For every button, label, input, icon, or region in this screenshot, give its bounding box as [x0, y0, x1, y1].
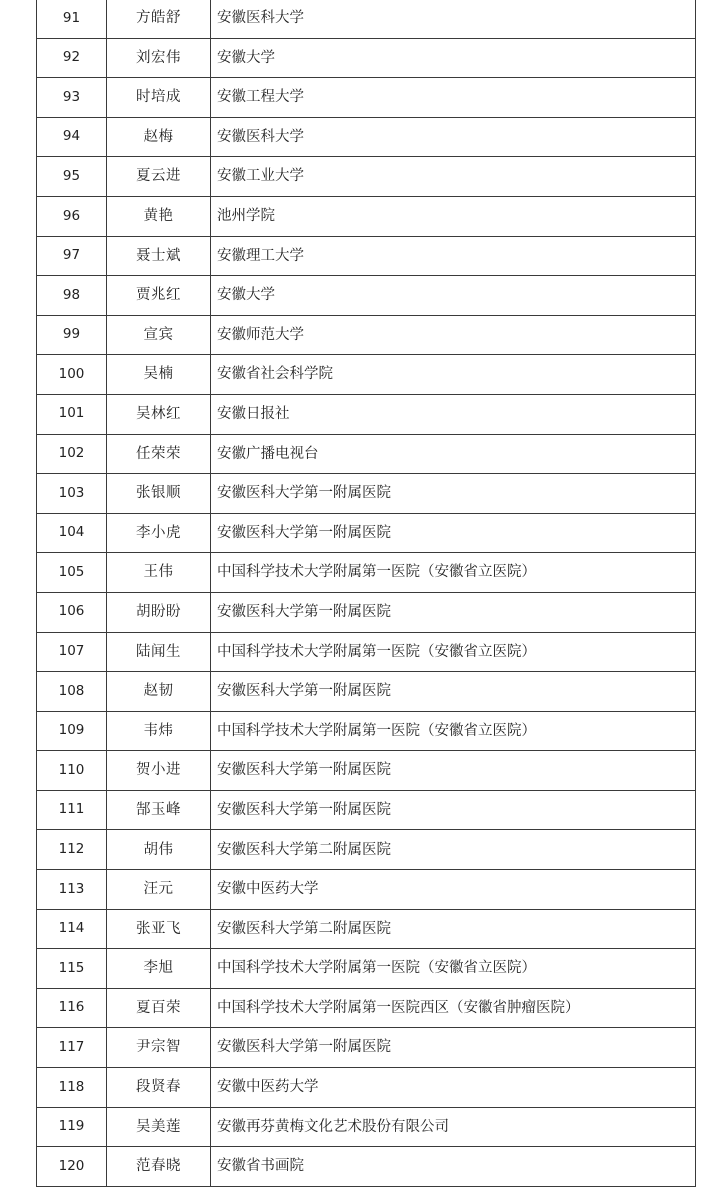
- row-number: 120: [37, 1147, 107, 1187]
- person-name: 吴楠: [107, 355, 211, 395]
- row-number: 113: [37, 870, 107, 910]
- row-number: 110: [37, 751, 107, 791]
- table-row: [37, 1147, 696, 1187]
- organization: 安徽广播电视台: [211, 434, 696, 474]
- table-row: [37, 474, 696, 514]
- row-number: 114: [37, 909, 107, 949]
- row-number: 116: [37, 988, 107, 1028]
- person-name: 聂士斌: [107, 236, 211, 276]
- person-name: 张亚飞: [107, 909, 211, 949]
- table-row: [37, 434, 696, 474]
- roster-table: [36, 0, 696, 1187]
- table-row: [37, 870, 696, 910]
- organization: 安徽大学: [211, 276, 696, 316]
- table-row: [37, 553, 696, 593]
- organization: 安徽医科大学第一附属医院: [211, 790, 696, 830]
- person-name: 郜玉峰: [107, 790, 211, 830]
- organization: 安徽医科大学第一附属医院: [211, 513, 696, 553]
- person-name: 吴林红: [107, 394, 211, 434]
- row-number: 108: [37, 672, 107, 712]
- table-row: [37, 1028, 696, 1068]
- person-name: 胡伟: [107, 830, 211, 870]
- organization: 安徽医科大学第一附属医院: [211, 474, 696, 514]
- organization: 安徽中医药大学: [211, 870, 696, 910]
- row-number: 102: [37, 434, 107, 474]
- row-number: 99: [37, 315, 107, 355]
- person-name: 汪元: [107, 870, 211, 910]
- organization: 安徽省社会科学院: [211, 355, 696, 395]
- row-number: 106: [37, 592, 107, 632]
- row-number: 97: [37, 236, 107, 276]
- organization: 安徽再芬黄梅文化艺术股份有限公司: [211, 1107, 696, 1147]
- organization: 安徽理工大学: [211, 236, 696, 276]
- organization: 安徽医科大学第一附属医院: [211, 592, 696, 632]
- person-name: 刘宏伟: [107, 38, 211, 78]
- table-row: [37, 513, 696, 553]
- organization: 安徽医科大学第一附属医院: [211, 751, 696, 791]
- table-row: [37, 315, 696, 355]
- row-number: 101: [37, 394, 107, 434]
- row-number: 95: [37, 157, 107, 197]
- table-row: [37, 0, 696, 38]
- person-name: 夏云进: [107, 157, 211, 197]
- table-row: [37, 949, 696, 989]
- organization: 安徽医科大学: [211, 0, 696, 38]
- row-number: 107: [37, 632, 107, 672]
- person-name: 宣宾: [107, 315, 211, 355]
- person-name: 贺小进: [107, 751, 211, 791]
- organization: 安徽医科大学第二附属医院: [211, 909, 696, 949]
- row-number: 96: [37, 196, 107, 236]
- organization: 安徽医科大学: [211, 117, 696, 157]
- person-name: 范春晓: [107, 1147, 211, 1187]
- person-name: 王伟: [107, 553, 211, 593]
- table-row: [37, 276, 696, 316]
- person-name: 胡盼盼: [107, 592, 211, 632]
- table-row: [37, 672, 696, 712]
- table-row: [37, 830, 696, 870]
- organization: 安徽工业大学: [211, 157, 696, 197]
- person-name: 张银顺: [107, 474, 211, 514]
- organization: 中国科学技术大学附属第一医院（安徽省立医院）: [211, 949, 696, 989]
- person-name: 段贤春: [107, 1068, 211, 1108]
- row-number: 112: [37, 830, 107, 870]
- table-row: [37, 236, 696, 276]
- person-name: 赵韧: [107, 672, 211, 712]
- organization: 中国科学技术大学附属第一医院（安徽省立医院）: [211, 711, 696, 751]
- person-name: 李旭: [107, 949, 211, 989]
- table-row: [37, 355, 696, 395]
- person-name: 吴美莲: [107, 1107, 211, 1147]
- row-number: 115: [37, 949, 107, 989]
- table-row: [37, 394, 696, 434]
- organization: 中国科学技术大学附属第一医院（安徽省立医院）: [211, 632, 696, 672]
- person-name: 李小虎: [107, 513, 211, 553]
- table-row: [37, 632, 696, 672]
- person-name: 夏百荣: [107, 988, 211, 1028]
- table-row: [37, 78, 696, 118]
- organization: 安徽医科大学第二附属医院: [211, 830, 696, 870]
- row-number: 103: [37, 474, 107, 514]
- organization: 安徽中医药大学: [211, 1068, 696, 1108]
- table-row: [37, 196, 696, 236]
- organization: 安徽医科大学第一附属医院: [211, 1028, 696, 1068]
- table-row: [37, 711, 696, 751]
- person-name: 时培成: [107, 78, 211, 118]
- table-row: [37, 790, 696, 830]
- row-number: 92: [37, 38, 107, 78]
- organization: 安徽师范大学: [211, 315, 696, 355]
- person-name: 赵梅: [107, 117, 211, 157]
- person-name: 陆闻生: [107, 632, 211, 672]
- organization: 安徽省书画院: [211, 1147, 696, 1187]
- row-number: 118: [37, 1068, 107, 1108]
- person-name: 韦炜: [107, 711, 211, 751]
- table-row: [37, 988, 696, 1028]
- person-name: 方皓舒: [107, 0, 211, 38]
- row-number: 109: [37, 711, 107, 751]
- table-row: [37, 38, 696, 78]
- table-row: [37, 1068, 696, 1108]
- organization: 安徽大学: [211, 38, 696, 78]
- table-row: [37, 592, 696, 632]
- table-row: [37, 157, 696, 197]
- organization: 中国科学技术大学附属第一医院（安徽省立医院）: [211, 553, 696, 593]
- table-row: [37, 117, 696, 157]
- row-number: 111: [37, 790, 107, 830]
- row-number: 104: [37, 513, 107, 553]
- row-number: 117: [37, 1028, 107, 1068]
- table-row: [37, 909, 696, 949]
- row-number: 100: [37, 355, 107, 395]
- roster-table-body: [37, 0, 696, 1186]
- row-number: 91: [37, 0, 107, 38]
- table-row: [37, 751, 696, 791]
- person-name: 贾兆红: [107, 276, 211, 316]
- organization: 安徽医科大学第一附属医院: [211, 672, 696, 712]
- person-name: 任荣荣: [107, 434, 211, 474]
- row-number: 105: [37, 553, 107, 593]
- row-number: 93: [37, 78, 107, 118]
- person-name: 黄艳: [107, 196, 211, 236]
- person-name: 尹宗智: [107, 1028, 211, 1068]
- row-number: 94: [37, 117, 107, 157]
- organization: 安徽工程大学: [211, 78, 696, 118]
- organization: 池州学院: [211, 196, 696, 236]
- row-number: 119: [37, 1107, 107, 1147]
- table-row: [37, 1107, 696, 1147]
- organization: 安徽日报社: [211, 394, 696, 434]
- row-number: 98: [37, 276, 107, 316]
- organization: 中国科学技术大学附属第一医院西区（安徽省肿瘤医院）: [211, 988, 696, 1028]
